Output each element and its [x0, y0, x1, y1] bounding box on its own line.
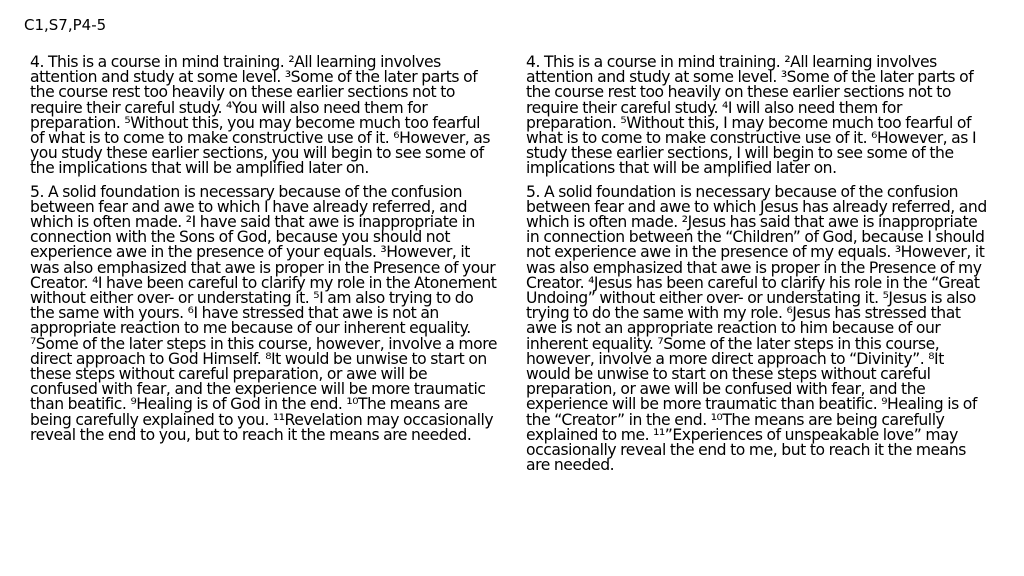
right-paragraph-4: 4. This is a course in mind training. ²All learning involves attention and study at some level. ³Some of the later parts of the course rest too heavily on these earlier sections not to require their careful study. ⁴I will also need them for preparation. ⁵Without this, I may become much too fearful of what is to come to make constructive use of it. ⁶However, as I study these earlier sections, I will begin to see some of the implications that will be amplified later on.: [526, 53, 977, 178]
left-paragraph-4: 4. This is a course in mind training. ²All learning involves attention and study at some level. ³Some of the later parts of the course rest too heavily on these earlier sections not to require their careful study. ⁴You will also need them for preparation. ⁵Without this, you may become much too fearful of what is to come to make constructive use of it. ⁶However, as you study these earlier sections, you will begin to see some of the implications that will be amplified later on.: [30, 53, 491, 178]
right-paragraph-5: 5. A solid foundation is necessary because of the confusion between fear and awe to which Jesus has already referred, and which is often made. ²Jesus has said that awe is inappropriate in connection between the “Children” of God, because I should not experience awe in the presence of my equals. ³However, it was also emphasized that awe is proper in the Presence of my Creator. ⁴Jesus has been careful to clarify his role in the “Great Undoing” without either over- or understating it. ⁵Jesus is also trying to do the same with my role. ⁶Jesus has stressed that awe is not an appropriate reaction to him because of our inherent equality. ⁷Some of the later steps in this course, however, involve a more direct approach to “Divinity”. ⁸It would be unwise to start on these steps without careful preparation, or awe will be confused with fear, and the experience will be more traumatic than beatific. ⁹Healing is of the “Creator” in the end. ¹⁰The means are being carefully explained to me. ¹¹”Experiences of unspeakable love” may occasionally reveal the end to me, but to reach it the means are needed.: [526, 182, 987, 475]
personalized-text-column: [526, 55, 988, 481]
slide-reference: C1,S7,P4-5: [24, 16, 107, 34]
left-paragraph-5: 5. A solid foundation is necessary because of the confusion between fear and awe to which I have already referred, and which is often made. ²I have said that awe is inappropriate in connection with the Sons of God, because you should not experience awe in the presence of your equals. ³However, it was also emphasized that awe is proper in the Presence of your Creator. ⁴I have been careful to clarify my role in the Atonement without either over- or understating it. ⁵I am also trying to do the same with yours. ⁶I have stressed that awe is not an appropriate reaction to me because of our inherent equality. ⁷Some of the later steps in this course, however, involve a more direct approach to God Himself. ⁸It would be unwise to start on these steps without careful preparation, or awe will be confused with fear, and the experience will be more traumatic than beatific. ⁹Healing is of God in the end. ¹⁰The means are being carefully explained to you. ¹¹Revelation may occasionally reveal the end to you, but to reach it the means are needed.: [30, 182, 497, 444]
original-text-column: [30, 55, 498, 451]
